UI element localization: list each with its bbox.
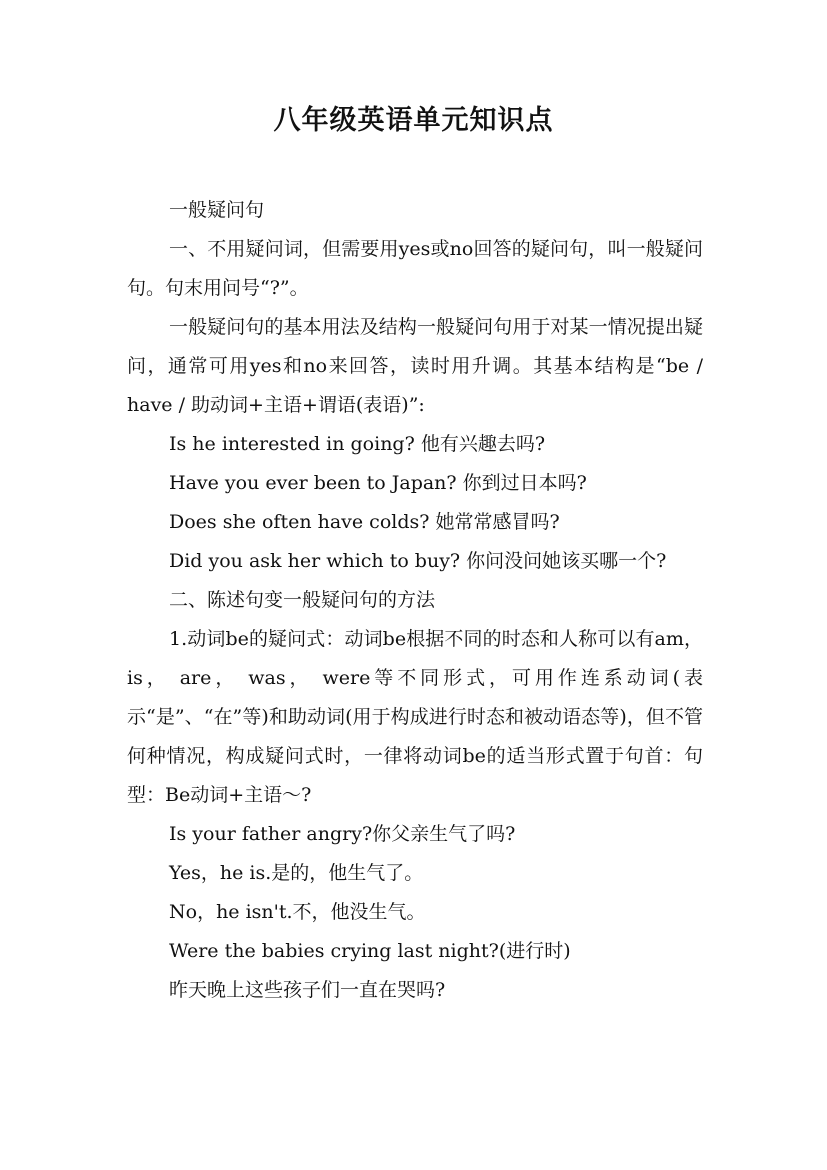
example-sentence: Is he interested in going? 他有兴趣去吗?: [169, 433, 546, 455]
section-heading: 二、陈述句变一般疑问句的方法: [169, 589, 436, 611]
example-sentence: No，he isn't.不，他没生气。: [169, 901, 426, 923]
paragraph-be-question: 1.动词be的疑问式：动词be根据不同的时态和人称可以有am， is， are， was， were等不同形式，可用作连系动词(表示“是”、“在”等)和助动词(用于构成进行时态和被动语态等)，但不管何种情况，构成疑问式时，一律将动词be的适当形式置于句首：句型：Be动词+主语～?: [127, 628, 703, 806]
example-sentence: Have you ever been to Japan? 你到过日本吗?: [169, 472, 587, 494]
example-sentence: Does she often have colds? 她常常感冒吗?: [169, 511, 560, 533]
paragraph-usage: 一般疑问句的基本用法及结构一般疑问句用于对某一情况提出疑问，通常可用yes和no来回答，读时用升调。其基本结构是“be / have / 助动词+主语+谓语(表语)”:: [127, 316, 703, 416]
example-sentence: Were the babies crying last night?(进行时): [169, 940, 571, 962]
paragraph-definition: 一、不用疑问词，但需要用yes或no回答的疑问句，叫一般疑问句。句末用问号“?”。: [127, 238, 703, 299]
example-sentence: Is your father angry?你父亲生气了吗?: [169, 823, 516, 845]
example-sentence: Did you ask her which to buy? 你问没问她该买哪一个?: [169, 550, 667, 572]
document-title: 八年级英语单元知识点: [273, 105, 554, 136]
section-heading: 一般疑问句: [169, 199, 265, 221]
example-sentence: 昨天晚上这些孩子们一直在哭吗?: [169, 979, 446, 1001]
document-body: [127, 191, 703, 1010]
example-sentence: Yes，he is.是的，他生气了。: [169, 862, 424, 884]
